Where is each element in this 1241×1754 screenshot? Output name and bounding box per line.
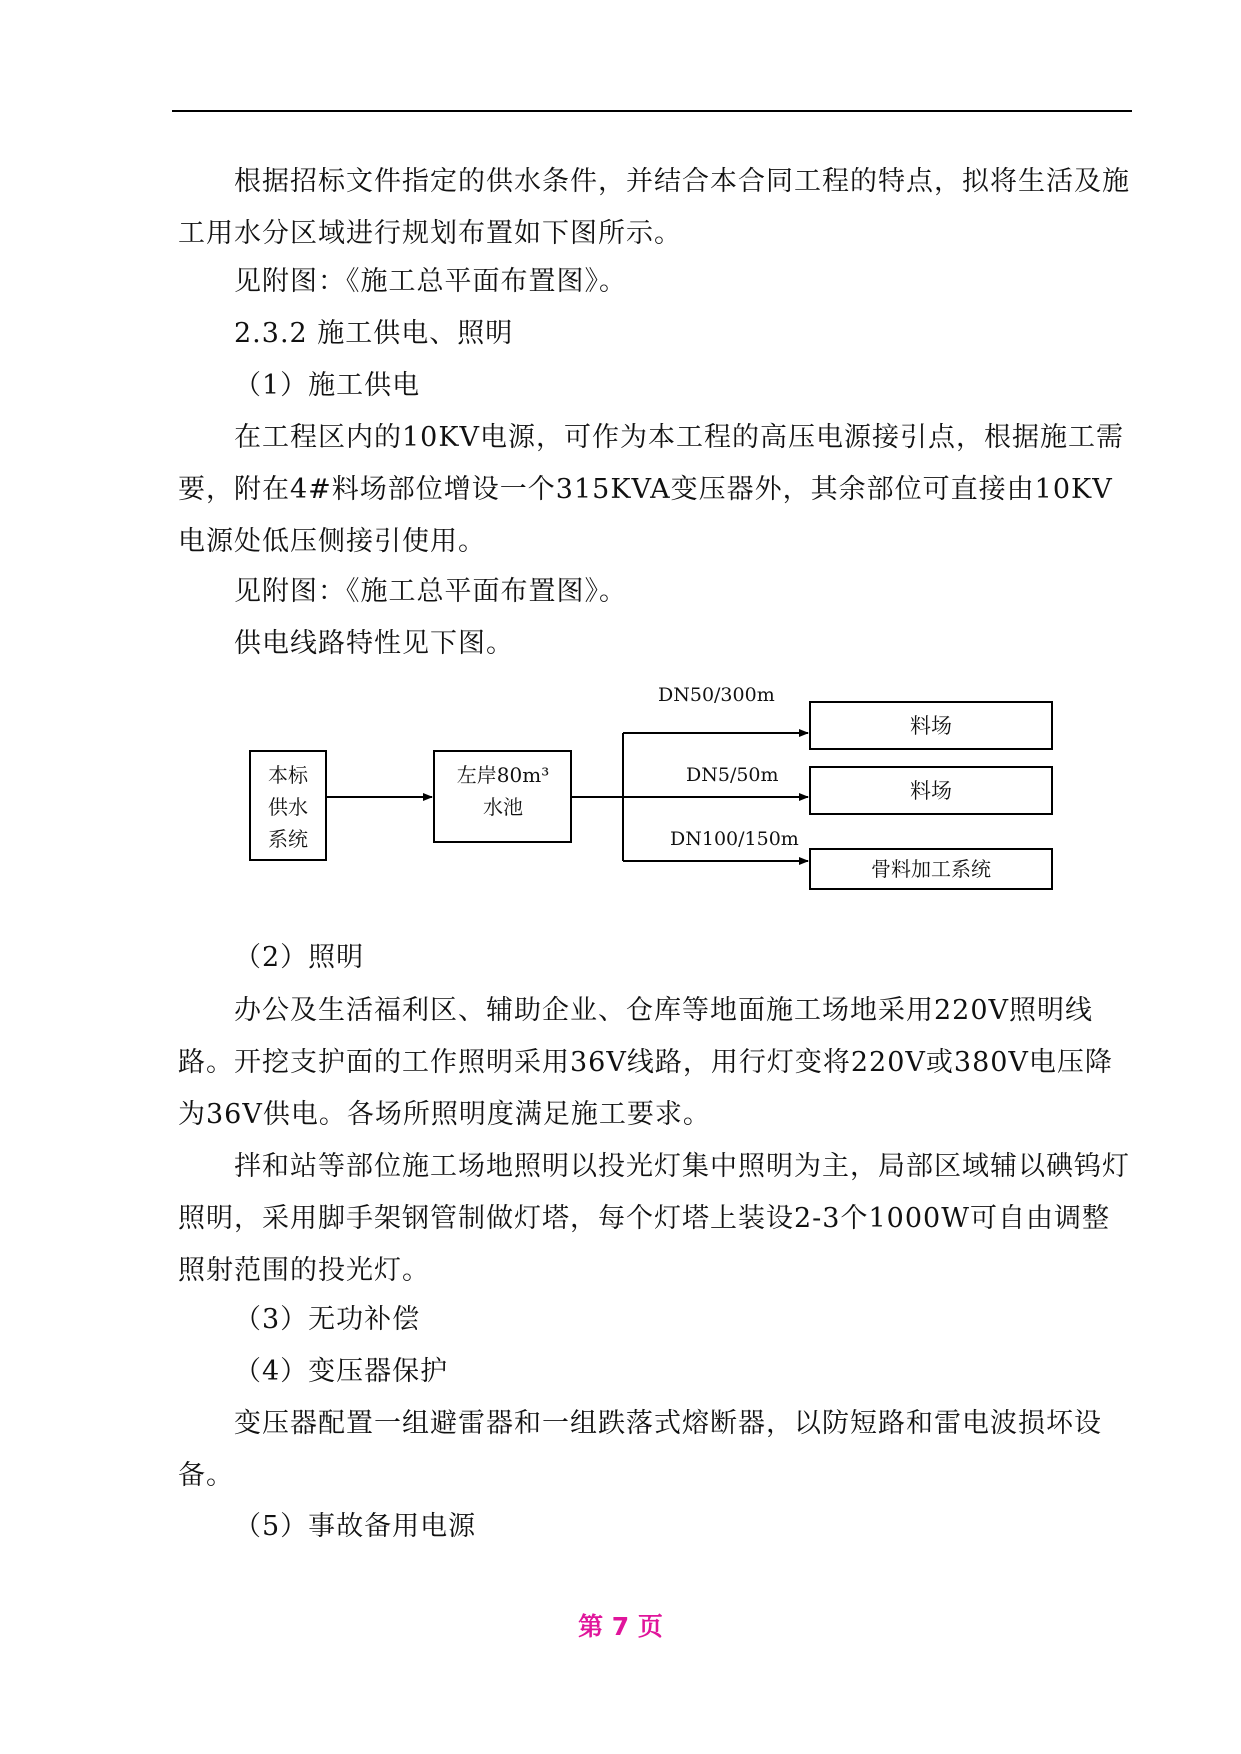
pool-label-2: 水池 [483,795,523,819]
paragraph-floodlights: 拌和站等部位施工场地照明以投光灯集中照明为主，局部区域辅以碘钨灯照明，采用脚手架钢管制做灯塔，每个灯塔上装设2-3个1000W可自由调整照射范围的投光灯。 [178,1151,1130,1286]
pipe-label-3: DN100/150m [670,828,799,850]
paragraph-lighting-lines: 办公及生活福利区、辅助企业、仓库等地面施工场地采用220V照明线路。开挖支护面的工作照明采用36V线路，用行灯变将220V或380V电压降为36V供电。各场所照明度满足施工要求。 [178,995,1113,1130]
pipe-label-1: DN50/300m [658,684,775,706]
paragraph-see-figure-2: 见附图：《施工总平面布置图》。 [234,576,627,607]
paragraph-water-supply: 根据招标文件指定的供水条件，并结合本合同工程的特点，拟将生活及施工用水分区域进行规划布置如下图所示。 [178,166,1130,249]
target-label-3: 骨料加工系统 [871,857,991,881]
pool-label-1: 左岸80m³ [456,763,550,787]
target-label-2: 料场 [910,779,952,803]
target-label-1: 料场 [910,714,952,738]
source-label-3: 系统 [268,827,308,851]
source-label-2: 供水 [268,795,308,819]
paragraph-line-characteristics: 供电线路特性见下图。 [234,628,514,659]
subheading-power-supply: （1）施工供电 [234,370,421,401]
subheading-lighting: （2）照明 [234,942,365,973]
paragraph-see-figure-1: 见附图：《施工总平面布置图》。 [234,266,627,297]
pipe-label-2: DN5/50m [686,764,779,786]
page-number: 第 7 页 [578,1612,663,1641]
section-heading-power-lighting: 2.3.2 施工供电、照明 [234,318,514,349]
subheading-emergency-power: （5）事故备用电源 [234,1511,477,1542]
subheading-reactive-compensation: （3）无功补偿 [234,1304,421,1335]
source-label-1: 本标 [268,763,308,787]
paragraph-transformer-protection: 变压器配置一组避雷器和一组跌落式熔断器，以防短路和雷电波损坏设备。 [178,1408,1102,1491]
subheading-transformer-protection: （4）变压器保护 [234,1356,449,1387]
paragraph-power-source: 在工程区内的10KV电源，可作为本工程的高压电源接引点，根据施工需要，附在4#料场部位增设一个315KVA变压器外，其余部位可直接由10KV电源处低压侧接引使用。 [178,422,1125,557]
